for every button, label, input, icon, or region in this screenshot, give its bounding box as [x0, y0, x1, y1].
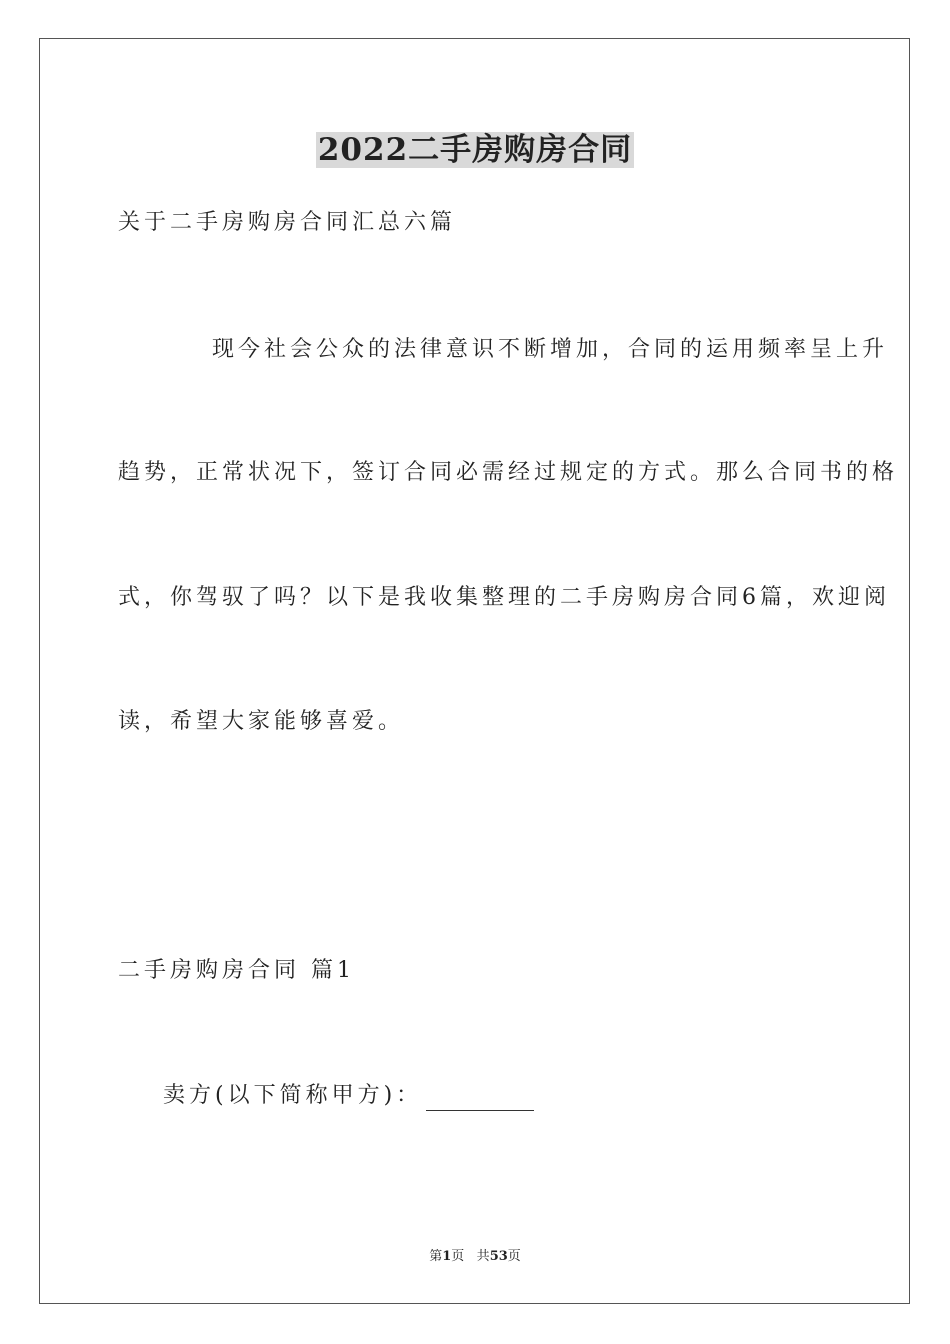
seller-blank-line — [426, 1088, 534, 1111]
footer-total-pages: 53 — [489, 1249, 508, 1264]
seller-label: 卖方(以下简称甲方)： — [163, 1083, 423, 1108]
footer-total-prefix: 共 — [476, 1249, 490, 1264]
footer-total-suffix: 页 — [507, 1249, 521, 1264]
footer-page-number: 1 — [442, 1249, 452, 1264]
document-title — [0, 128, 950, 172]
footer-page-prefix: 第 — [429, 1249, 443, 1264]
document-subtitle: 关于二手房购房合同汇总六篇 — [118, 210, 457, 235]
seller-field-row — [163, 1081, 534, 1111]
paragraph-line-2: 趋势，正常状况下，签订合同必需经过规定的方式。那么合同书的格 — [118, 460, 899, 485]
paragraph-line-3: 式，你驾驭了吗？以下是我收集整理的二手房购房合同6篇，欢迎阅 — [118, 585, 890, 610]
document-title-text: 2022二手房购房合同 — [317, 132, 633, 168]
footer-page-suffix: 页 — [451, 1249, 465, 1264]
paragraph-line-1: 现今社会公众的法律意识不断增加，合同的运用频率呈上升 — [212, 337, 889, 362]
paragraph-line-4: 读，希望大家能够喜爱。 — [118, 709, 405, 734]
page-footer — [0, 1248, 950, 1266]
section-heading: 二手房购房合同 篇1 — [118, 958, 355, 983]
